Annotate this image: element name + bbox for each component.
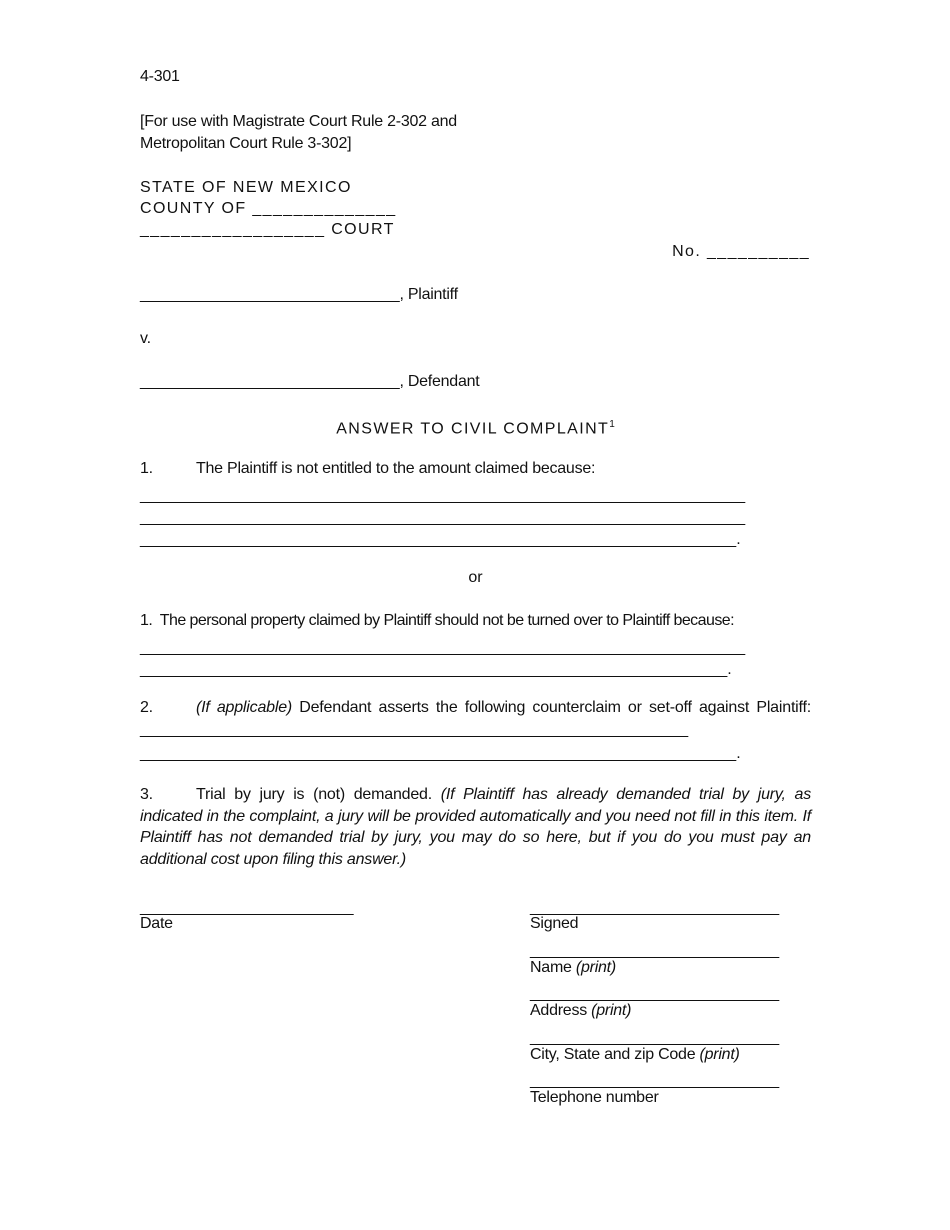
item2-paragraph (140, 697, 811, 740)
item1-blank-1: ____________________________________________________________________ (140, 487, 746, 504)
city-label-row (530, 1045, 740, 1065)
county-field: COUNTY OF ______________ (140, 200, 397, 217)
item3-note: (If Plaintiff has already demanded trial by jury, as indicated in the complaint, a jury will be provided automatically and you need not fill in this item. If Plaintiff has not demanded trial by jury, you may do so here, but if you do you must pay an additional cost upon filing this answer.) (140, 786, 811, 868)
use-note-line2: Metropolitan Court Rule 3-302] (140, 135, 352, 152)
item1-alt-blank-1: ____________________________________________________________________ (140, 639, 746, 656)
state-heading: STATE OF NEW MEXICO (140, 179, 352, 196)
city-print-note: (print) (695, 1046, 740, 1063)
date-line: ________________________ (140, 899, 354, 916)
item1-blank-2: ____________________________________________________________________ (140, 509, 746, 526)
signature-line: ____________________________ (530, 899, 780, 916)
item3-text: Trial by jury is (not) demanded. (196, 786, 441, 803)
item1-blank-3: ___________________________________________________________________. (140, 531, 741, 548)
name-label-row (530, 958, 616, 978)
item1-number: 1. (140, 460, 153, 477)
item2-text: Defendant asserts the following counterclaim or set-off against Plaintiff: _______________________________________________________________ (140, 699, 811, 738)
item1-text: The Plaintiff is not entitled to the amount claimed because: (196, 460, 596, 477)
item2-number: 2. (140, 699, 153, 716)
court-field: __________________ COURT (140, 221, 395, 238)
signed-label: Signed (530, 915, 579, 932)
form-number: 4-301 (140, 68, 180, 85)
phone-line: ____________________________ (530, 1072, 780, 1089)
address-label-row (530, 1001, 631, 1021)
name-label: Name (530, 959, 572, 976)
versus-label: v. (140, 330, 151, 347)
item2-applicable: (If applicable) (196, 699, 293, 716)
city-line: ____________________________ (530, 1029, 780, 1046)
use-note-line1: [For use with Magistrate Court Rule 2-302 and (140, 113, 457, 130)
defendant-field: ______________________________, Defendant (140, 373, 480, 390)
phone-label: Telephone number (530, 1089, 659, 1106)
date-label: Date (140, 915, 173, 932)
item1-alt-text: 1. The personal property claimed by Plaintiff should not be turned over to Plaintiff because: (140, 612, 735, 629)
or-separator: or (468, 569, 483, 586)
item1-alt-blank-2: __________________________________________________________________. (140, 661, 732, 678)
address-line: ____________________________ (530, 985, 780, 1002)
name-print-note: (print) (571, 959, 616, 976)
form-title-text: ANSWER TO CIVIL COMPLAINT (336, 420, 610, 438)
item3-number: 3. (140, 786, 153, 803)
city-label: City, State and zip Code (530, 1046, 696, 1063)
item2-blank: ___________________________________________________________________. (140, 745, 741, 762)
item3-paragraph (140, 784, 811, 870)
name-line: ____________________________ (530, 942, 780, 959)
address-print-note: (print) (586, 1002, 632, 1019)
footnote-mark: 1 (609, 419, 615, 430)
address-label: Address (530, 1002, 587, 1019)
form-title (140, 415, 811, 439)
plaintiff-field: ______________________________, Plaintiff (140, 286, 458, 303)
case-number-field: No. __________ (672, 243, 810, 260)
